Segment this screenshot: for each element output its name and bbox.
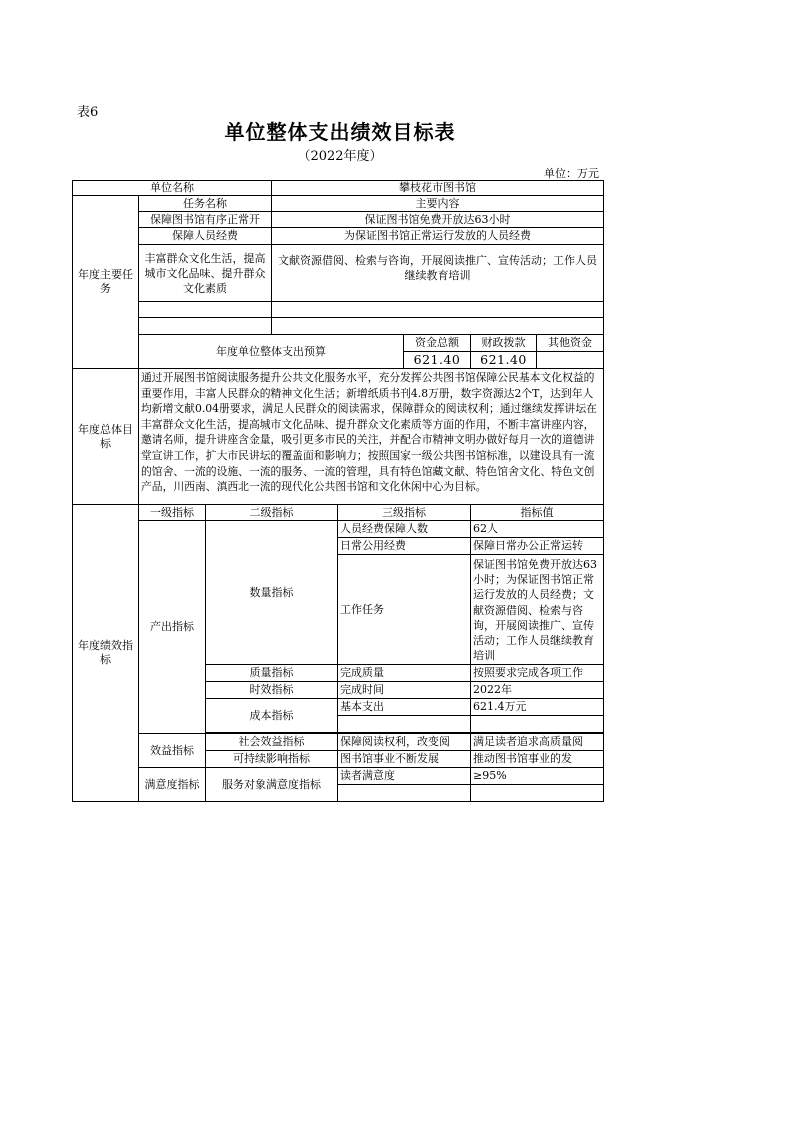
level3-name: 工作任务	[338, 555, 471, 665]
output-indicator-label: 产出指标	[139, 521, 206, 734]
level3-name: 完成时间	[338, 682, 471, 699]
annual-tasks-label: 年度主要任务	[73, 196, 139, 369]
level1-header: 一级指标	[139, 505, 206, 521]
unit-name-value: 攀枝花市图书馆	[272, 181, 604, 196]
level3-name: 人员经费保障人数	[338, 521, 471, 538]
overall-goal-label: 年度总体目标	[73, 369, 139, 505]
task-content: 文献资源借阅、检索与咨询，开展阅读推广、宣传活动；工作人员继续教育培训	[272, 245, 604, 302]
level3-name: 保障阅读权利，改变阅	[338, 734, 471, 751]
level3-name	[338, 785, 471, 802]
indicator-value: 2022年	[471, 682, 604, 699]
budget-label: 年度单位整体支出预算	[139, 335, 404, 369]
indicator-value: 保障日常办公正常运转	[471, 538, 604, 555]
service-satisfaction-label: 服务对象满意度指标	[206, 768, 338, 802]
task-content	[272, 318, 604, 335]
indicator-value: ≥95%	[471, 768, 604, 785]
cost-indicator-label: 成本指标	[206, 699, 338, 733]
performance-label: 年度绩效指标	[73, 505, 139, 802]
indicator-value: 满足读者追求高质量阅	[471, 734, 604, 751]
page-title: 单位整体支出绩效目标表	[224, 120, 456, 144]
budget-total-header: 资金总额	[404, 335, 471, 352]
task-name: 保障人员经费	[139, 228, 272, 245]
level2-header: 二级指标	[206, 505, 338, 521]
unit-name-label: 单位名称	[73, 181, 272, 196]
indicator-value: 保证图书馆免费开放达63小时；为保证图书馆正常运行发放的人员经费；文献资源借阅、检索与咨询，开展阅读推广、宣传活动；工作人员继续教育培训	[471, 555, 604, 665]
task-name: 丰富群众文化生活，提高城市文化品味、提升群众文化素质	[139, 245, 272, 302]
task-content	[272, 302, 604, 318]
task-name-header: 任务名称	[139, 196, 272, 212]
task-content-header: 主要内容	[272, 196, 604, 212]
level3-name: 图书馆事业不断发展	[338, 751, 471, 768]
overall-goal-text: 通过开展图书馆阅读服务提升公共文化服务水平，充分发挥公共图书馆保障公民基本文化权益的重要作用，丰富人民群众的精神文化生活；新增纸质书刊4.8万册，数字资源达2个T，达到年人均新增文献0.04册要求，满足人民群众的阅读需求，保障群众的阅读权利；通过继续发挥讲坛在丰富群众文化生活，提高城市文化品味、提升群众文化素质等方面的作用，不断丰富讲座内容，邀请名师，提升讲座含金量，吸引更多市民的关注，并配合市精神文明办做好每月一次的道德讲堂宣讲工作，扩大市民讲坛的覆盖面和影响力；按照国家一级公共图书馆标准，以建设具有一流的馆舍、一流的设施、一流的服务、一流的管理，具有特色馆藏文献、特色馆舍文化、特色文创产品，川西南、滇西北一流的现代化公共图书馆和文化休闲中心为目标。	[139, 369, 604, 505]
page-subtitle: （2022年度）	[297, 149, 383, 164]
indicator-value	[471, 716, 604, 733]
indicator-value-header: 指标值	[471, 505, 604, 521]
level3-name: 基本支出	[338, 699, 471, 716]
performance-table	[72, 180, 604, 802]
social-benefit-label: 社会效益指标	[206, 734, 338, 751]
task-name	[139, 318, 272, 335]
task-name	[139, 302, 272, 318]
indicator-value	[471, 785, 604, 802]
task-content: 为保证图书馆正常运行发放的人员经费	[272, 228, 604, 245]
budget-total-value: 621.40	[404, 352, 471, 369]
level3-name	[338, 716, 471, 733]
benefit-indicator-label: 效益指标	[139, 734, 206, 768]
task-content: 保证图书馆免费开放达63小时	[272, 212, 604, 228]
task-name: 保障图书馆有序正常开	[139, 212, 272, 228]
satisfaction-indicator-label: 满意度指标	[139, 768, 206, 802]
indicator-value: 621.4万元	[471, 699, 604, 716]
indicator-value: 62人	[471, 521, 604, 538]
budget-fiscal-header: 财政拨款	[471, 335, 537, 352]
indicator-value: 按照要求完成各项工作	[471, 665, 604, 682]
budget-fiscal-value: 621.40	[471, 352, 537, 369]
budget-other-value	[537, 352, 604, 369]
budget-other-header: 其他资金	[537, 335, 604, 352]
level3-header: 三级指标	[338, 505, 471, 521]
timeliness-indicator-label: 时效指标	[206, 682, 338, 699]
quality-indicator-label: 质量指标	[206, 665, 338, 682]
quantity-indicator-label: 数量指标	[206, 521, 338, 665]
table-number-label: 表6	[77, 105, 99, 120]
level3-name: 读者满意度	[338, 768, 471, 785]
indicator-value: 推动图书馆事业的发	[471, 751, 604, 768]
level3-name: 日常公用经费	[338, 538, 471, 555]
level3-name: 完成质量	[338, 665, 471, 682]
sustainable-impact-label: 可持续影响指标	[206, 751, 338, 768]
unit-label: 单位：万元	[544, 167, 599, 180]
